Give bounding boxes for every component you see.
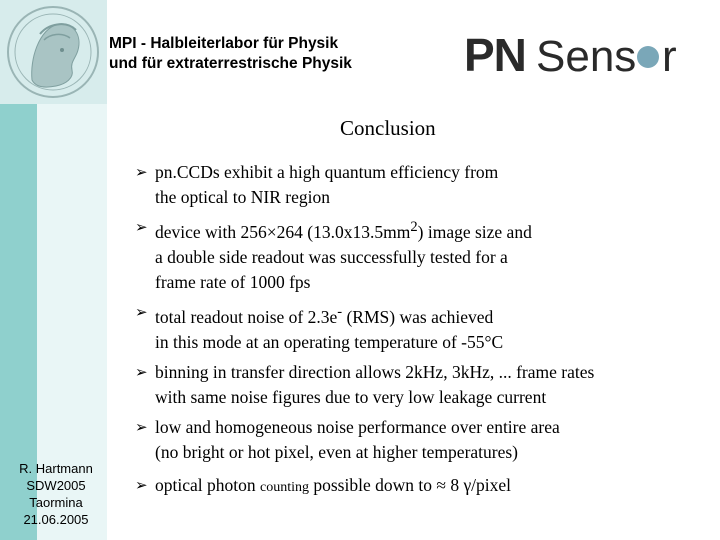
svg-text:r: r (662, 32, 677, 78)
event-date: 21.06.2005 (23, 512, 89, 527)
pnsensor-logo (464, 30, 696, 78)
institute-title (109, 34, 352, 74)
institute-title-line1: MPI - Halbleiterlabor für Physik (109, 35, 339, 52)
conclusion-list (133, 160, 713, 505)
institute-title-line2: und für extraterrestrische Physik (109, 55, 352, 72)
list-item: ➢ pn.CCDs exhibit a high quantum efficiency from the optical to NIR region (135, 162, 499, 207)
list-item: ➢ optical photon counting possible down to ≈ 8 γ/pixel (133, 473, 713, 500)
event-name: SDW2005 (26, 478, 86, 493)
arrow-bullet-icon: ➢ (135, 417, 148, 436)
svg-text:Sens: Sens (536, 32, 637, 78)
list-item: ➢ device with 256×264 $(13.0x13.5mm^2)$ image size and a double side readout was successfully tested for a frame rate of 1000 fps (133, 215, 713, 295)
event-location: Taormina (29, 495, 83, 510)
minerva-logo (0, 0, 107, 104)
list-item: ➢ binning in transfer direction allows 2kHz, 3kHz, ... frame rates with same noise figures due to very low leakage current (135, 361, 595, 407)
arrow-bullet-icon: ➢ (135, 475, 148, 494)
list-item: ➢ low and homogeneous noise performance over entire area (no bright or hot pixel, even at higher temperatures) (135, 416, 560, 462)
author-info (8, 460, 104, 528)
arrow-bullet-icon: ➢ (135, 362, 148, 381)
arrow-bullet-icon: ➢ (135, 218, 148, 236)
arrow-bullet-icon: ➢ (135, 163, 148, 181)
slide-title: Conclusion (340, 116, 436, 140)
author-name: R. Hartmann (19, 461, 93, 476)
arrow-bullet-icon: ➢ (135, 302, 148, 321)
svg-text:PN: PN (464, 30, 526, 78)
list-item: ➢ total readout noise of 2.3e- (RMS) was achieved in this mode at an operating temperature of -55°C (133, 300, 713, 355)
